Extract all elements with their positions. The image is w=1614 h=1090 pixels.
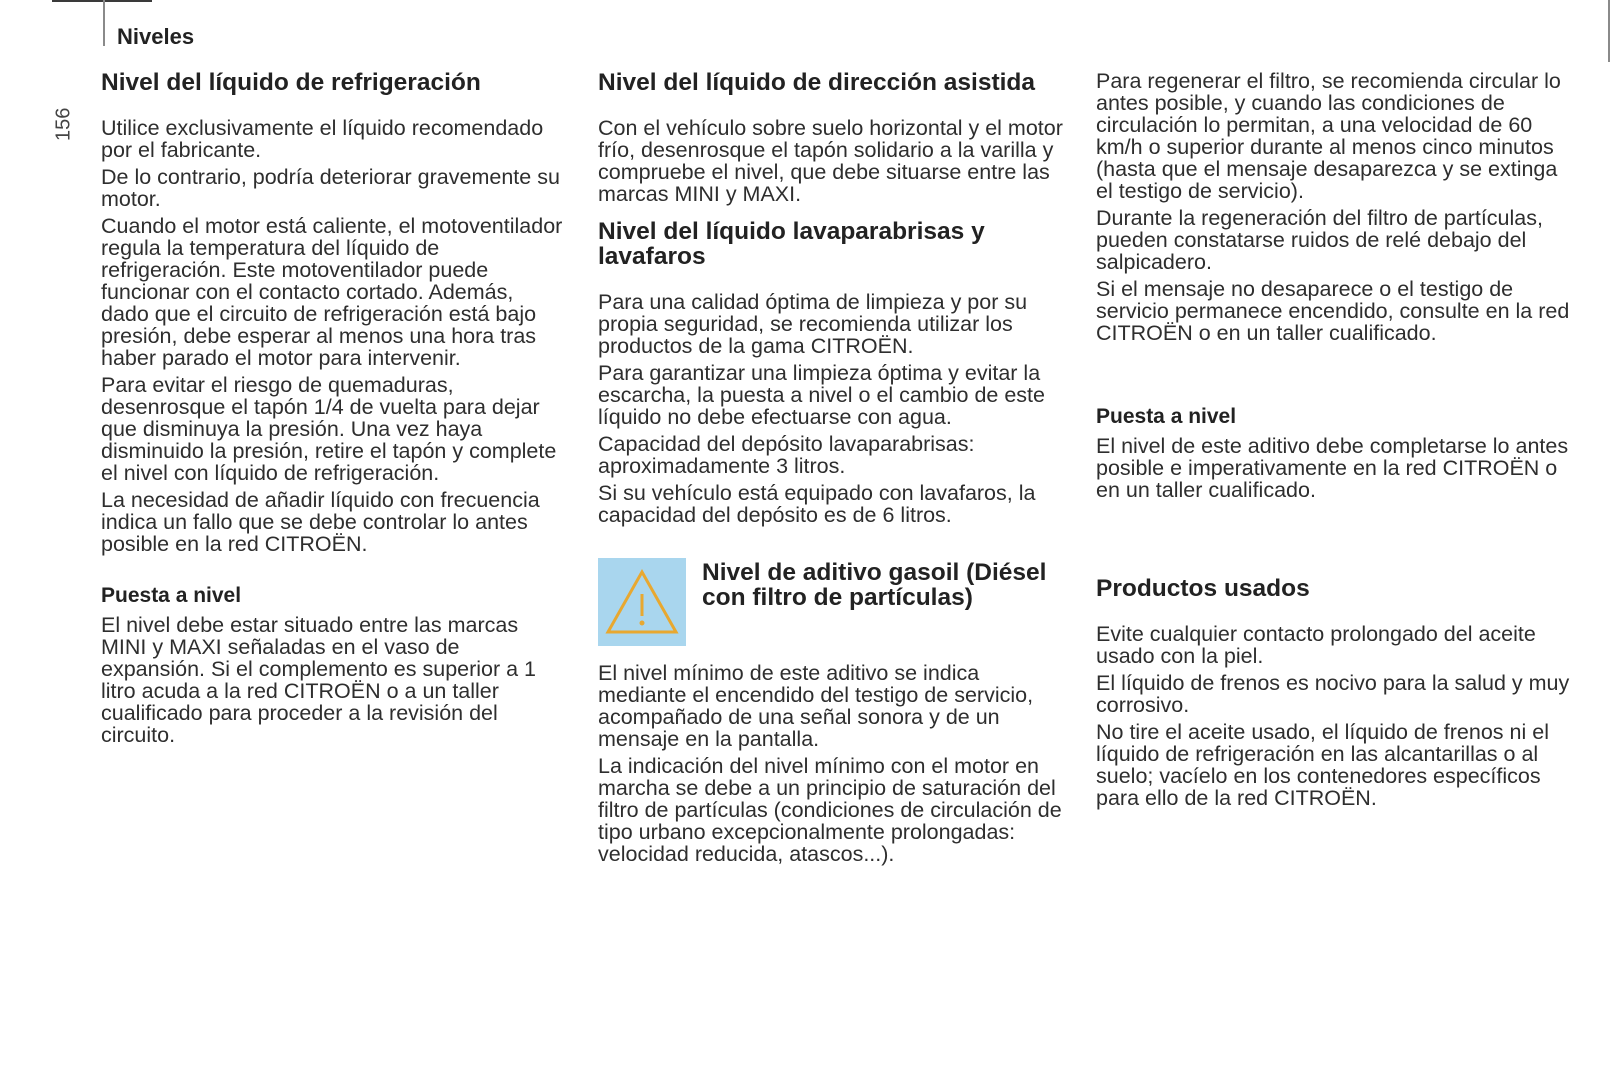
heading-power-steering-fluid: Nivel del líquido de dirección asistida [598, 69, 1036, 96]
column-1 [101, 70, 563, 751]
top-rule [52, 0, 152, 2]
paragraph: El líquido de frenos es nocivo para la salud y muy corrosivo. [1096, 671, 1570, 717]
paragraph: Para evitar el riesgo de quemaduras, desenrosque el tapón 1/4 de vuelta para dejar que disminuya la presión. Una vez haya disminuido la presión, retire el tapón y complete el nivel con líquido de refrigeración. [101, 373, 557, 485]
paragraph: Evite cualquier contacto prolongado del aceite usado con la piel. [1096, 622, 1536, 668]
section-label: Niveles [117, 24, 195, 49]
paragraph: Para regenerar el filtro, se recomienda circular lo antes posible, y cuando las condiciones de circulación lo permitan, a una velocidad de 60 km/h o superior durante al menos cinco minutos (hasta que el mensaje desaparezca y se extinga el testigo de servicio). [1096, 69, 1561, 203]
paragraph: El nivel de este aditivo debe completarse lo antes posible e imperativamente en la red CITROËN o en un taller cualificado. [1096, 434, 1569, 502]
heading-coolant-level: Nivel del líquido de refrigeración [101, 69, 481, 96]
heading-washer-fluid: Nivel del líquido lavaparabrisas y lavafaros [598, 218, 985, 270]
warning-callout [598, 558, 1064, 646]
paragraph: De lo contrario, podría deteriorar gravemente su motor. [101, 165, 560, 211]
paragraph: No tire el aceite usado, el líquido de frenos ni el líquido de refrigeración en las alcantarillas o al suelo; vacíelo en los contenedores específicos para ello de la red CITROËN. [1096, 720, 1549, 810]
heading-diesel-additive: Nivel de aditivo gasoil (Diésel con filtro de partículas) [702, 559, 1047, 611]
paragraph: Capacidad del depósito lavaparabrisas: aproximadamente 3 litros. [598, 432, 975, 478]
warning-triangle-icon [598, 558, 686, 646]
paragraph: Si su vehículo está equipado con lavafaros, la capacidad del depósito es de 6 litros. [598, 481, 1036, 527]
heading-used-products: Productos usados [1096, 575, 1310, 602]
paragraph: El nivel mínimo de este aditivo se indica mediante el encendido del testigo de servicio, acompañado de una señal sonora y de un mensaje en la pantalla. [598, 661, 1034, 751]
subheading-topping-up: Puesta a nivel [1096, 405, 1237, 428]
paragraph: Durante la regeneración del filtro de partículas, pueden constatarse ruidos de relé debajo del salpicadero. [1096, 206, 1543, 274]
paragraph: Utilice exclusivamente el líquido recomendado por el fabricante. [101, 116, 544, 162]
paragraph: Cuando el motor está caliente, el motoventilador regula la temperatura del líquido de refrigeración. Este motoventilador puede funcionar con el contacto cortado. Además, dado que el circuito de refrigeración está bajo presión, debe esperar al menos una hora tras haber parado el motor para intervenir. [101, 214, 563, 370]
paragraph: Para una calidad óptima de limpieza y por su propia seguridad, se recomienda utilizar los productos de la gama CITROËN. [598, 290, 1028, 358]
paragraph: El nivel debe estar situado entre las marcas MINI y MAXI señaladas en el vaso de expansión. Si el complemento es superior a 1 litro acuda a la red CITROËN o a un taller cualificado para proceder a la revisión del circuito. [101, 613, 537, 747]
page-number: 156 [52, 107, 75, 141]
paragraph: La indicación del nivel mínimo con el motor en marcha se debe a un principio de saturación del filtro de partículas (condiciones de circulación de tipo urbano excepcionalmente prolongadas: velocidad reducida, atascos...). [598, 754, 1062, 866]
subheading-topping-up: Puesta a nivel [101, 584, 242, 607]
column-2 [598, 70, 1064, 870]
right-edge-rule [1608, 0, 1610, 62]
column-3 [1096, 70, 1570, 814]
header-divider [103, 0, 105, 46]
paragraph: Con el vehículo sobre suelo horizontal y el motor frío, desenrosque el tapón solidario a la varilla y compruebe el nivel, que debe situarse entre las marcas MINI y MAXI. [598, 116, 1063, 206]
paragraph: Si el mensaje no desaparece o el testigo de servicio permanece encendido, consulte en la red CITROËN o en un taller cualificado. [1096, 277, 1570, 345]
paragraph: Para garantizar una limpieza óptima y evitar la escarcha, la puesta a nivel o el cambio de este líquido no debe efectuarse con agua. [598, 361, 1045, 429]
paragraph: La necesidad de añadir líquido con frecuencia indica un fallo que se debe controlar lo antes posible en la red CITROËN. [101, 488, 540, 556]
